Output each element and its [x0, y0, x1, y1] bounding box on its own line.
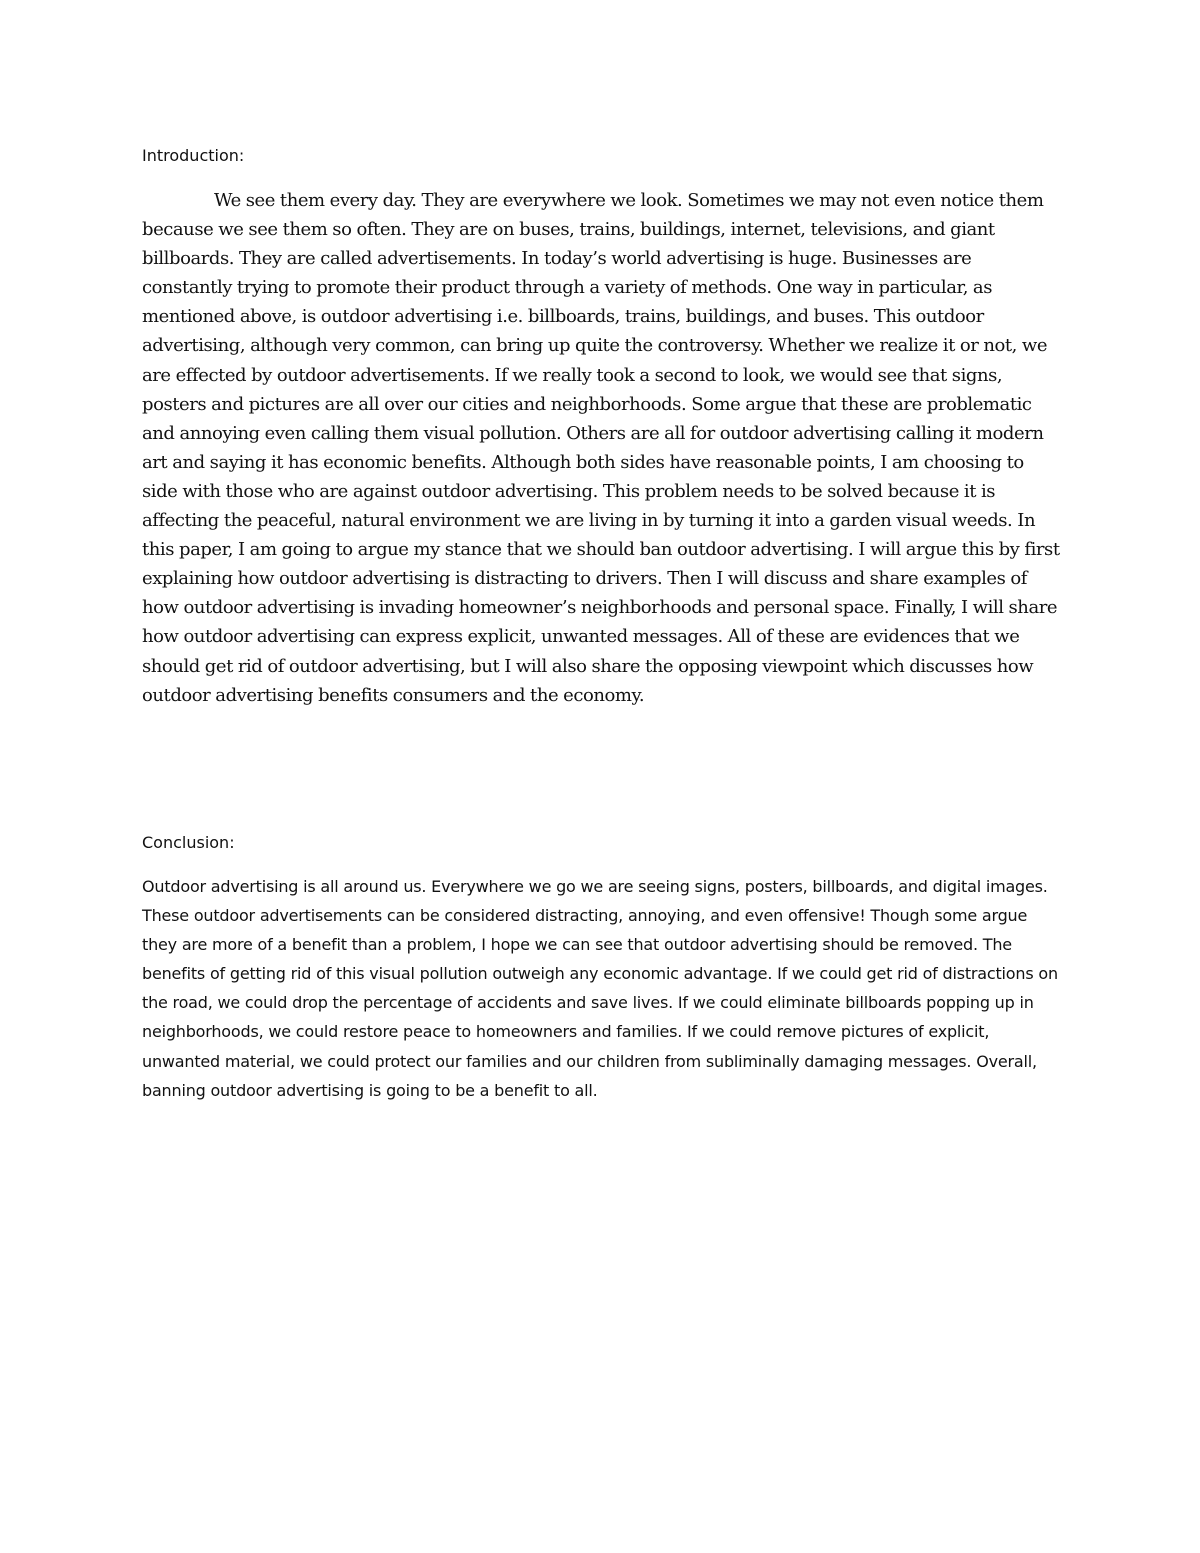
conclusion-paragraph: Outdoor advertising is all around us. Everywhere we go we are seeing signs, posters, billboards, and digital images. These outdoor advertisements can be considered distracting, annoying, and even offensive! Though some argue they are more of a benefit than a problem, I hope we can see that outdoor advertising should be removed. The benefits of getting rid of this visual pollution outweigh any economic advantage. If we could get rid of distractions on the road, we could drop the percentage of accidents and save lives. If we could eliminate billboards popping up in neighborhoods, we could restore peace to homeowners and families. If we could remove pictures of explicit, unwanted material, we could protect our families and our children from subliminally damaging messages. Overall, banning outdoor advertising is going to be a benefit to all.	[142, 877, 1058, 1100]
introduction-paragraph: We see them every day. They are everywhere we look. Sometimes we may not even notice them because we see them so often. They are on buses, trains, buildings, internet, televisions, and giant billboards. They are called advertisements. In today’s world advertising is huge. Businesses are constantly trying to promote their product through a variety of methods. One way in particular, as mentioned above, is outdoor advertising i.e. billboards, trains, buildings, and buses. This outdoor advertising, although very common, can bring up quite the controversy. Whether we realize it or not, we are effected by outdoor advertisements. If we really took a second to look, we would see that signs, posters and pictures are all over our cities and neighborhoods. Some argue that these are problematic and annoying even calling them visual pollution. Others are all for outdoor advertising calling it modern art and saying it has economic benefits. Although both sides have reasonable points, I am choosing to side with those who are against outdoor advertising. This problem needs to be solved because it is affecting the peaceful, natural environment we are living in by turning it into a garden visual weeds. In this paper, I am going to argue my stance that we should ban outdoor advertising. I will argue this by first explaining how outdoor advertising is distracting to drivers. Then I will discuss and share examples of how outdoor advertising is invading homeowner’s neighborhoods and personal space. Finally, I will share how outdoor advertising can express explicit, unwanted messages. All of these are evidences that we should get rid of outdoor advertising, but I will also share the opposing viewpoint which discusses how outdoor advertising benefits consumers and the economy.	[142, 190, 1060, 706]
conclusion-heading: Conclusion:	[142, 833, 235, 852]
introduction-heading: Introduction:	[142, 146, 245, 165]
